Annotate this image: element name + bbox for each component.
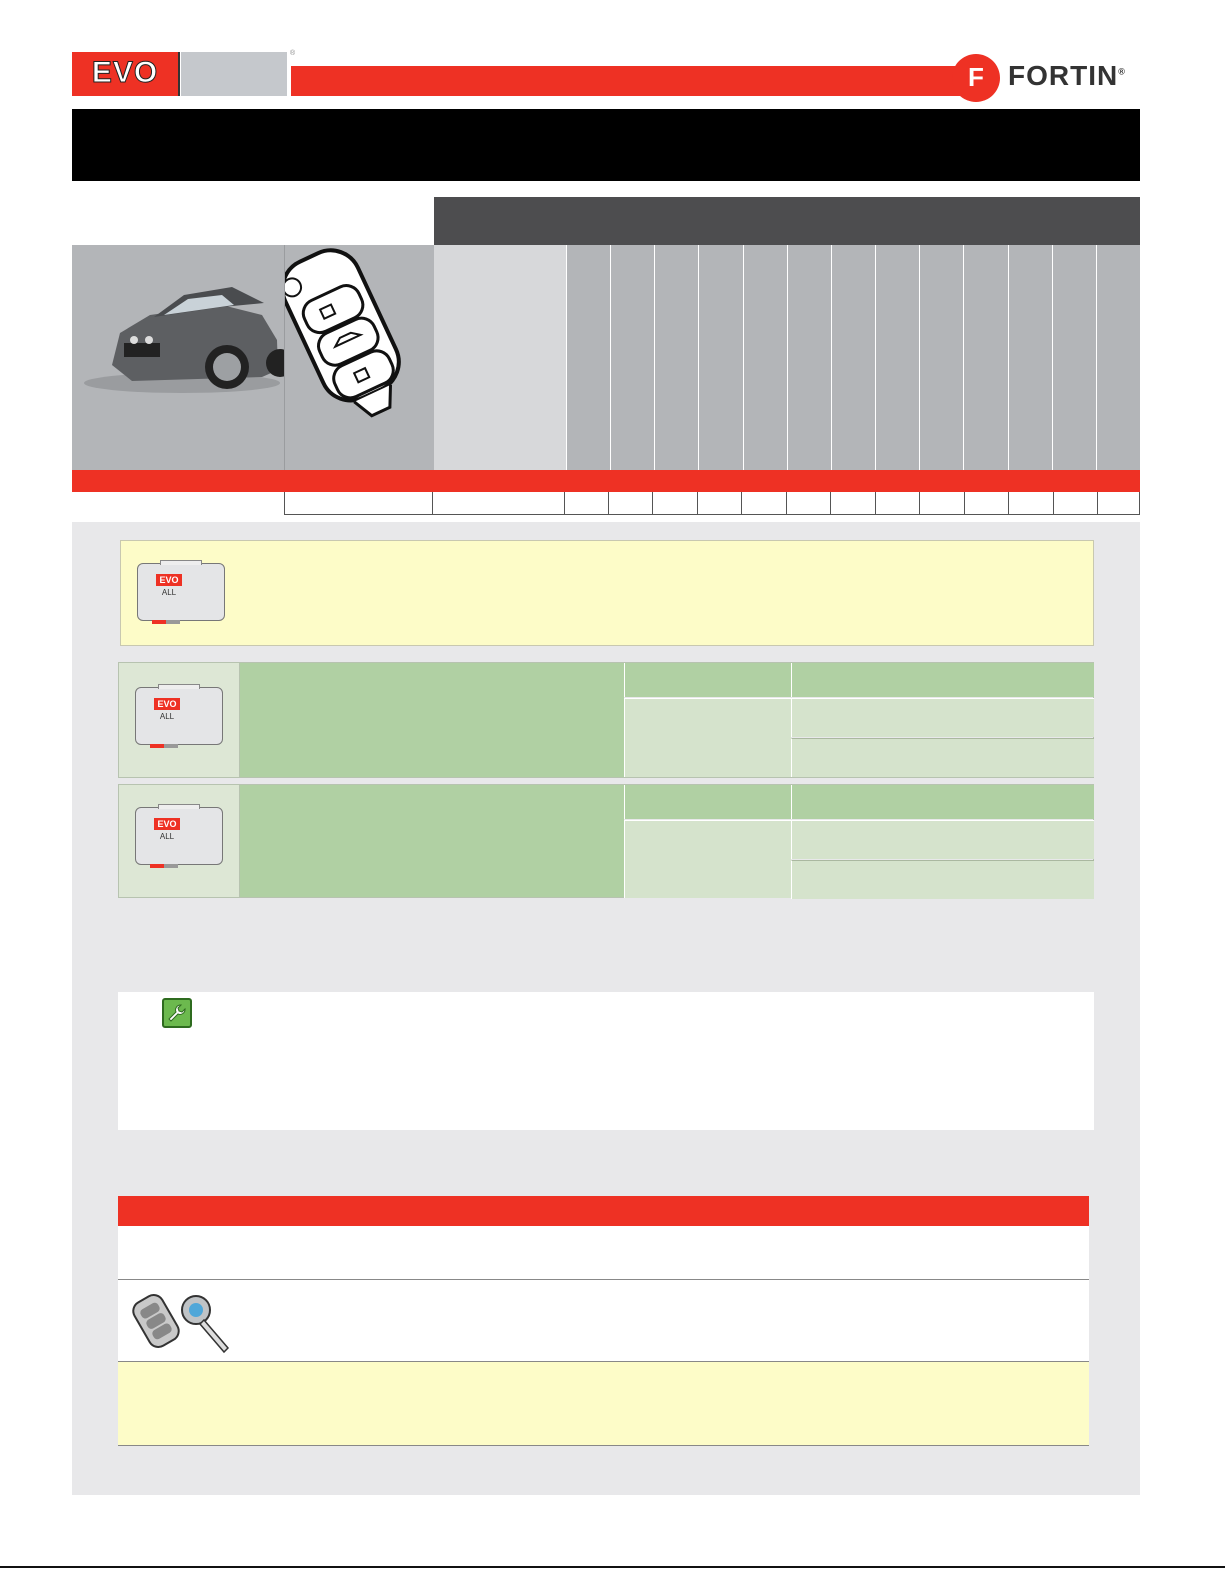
- model-years-header: [434, 197, 1140, 245]
- option-1-image-cell: [119, 663, 240, 777]
- option-2-cell-b1: [791, 820, 1094, 859]
- compat-cell: [1009, 492, 1054, 514]
- fortin-logo-icon: [952, 54, 1000, 102]
- compat-cell: [920, 492, 965, 514]
- option-2-cell-a: [624, 820, 791, 898]
- fortin-brand-text: FORTIN: [1008, 60, 1119, 91]
- compat-cell: [876, 492, 921, 514]
- compat-cell: [284, 492, 433, 514]
- option-2-header-a: [624, 785, 791, 819]
- flip-key-and-transponder-key-icon: [126, 1286, 236, 1356]
- keys-table-row: [118, 1280, 1089, 1362]
- compat-cell: [433, 492, 565, 514]
- title-band: [72, 109, 1140, 181]
- compatibility-cells-row: [284, 492, 1140, 515]
- option-1-cell-a: [624, 698, 791, 777]
- evo-all-module-icon: EVO ALL: [137, 563, 225, 621]
- vehicle-photo-panel: [72, 245, 284, 470]
- page-bottom-rule: [0, 1566, 1225, 1568]
- evo-registered-mark: ®: [290, 50, 296, 57]
- keys-table-row: [118, 1226, 1089, 1280]
- model-year-column: [875, 245, 919, 470]
- model-year-column: [610, 245, 654, 470]
- evo-all-module-icon: EVO ALL: [135, 807, 223, 865]
- compat-cell: [653, 492, 698, 514]
- option-1-header-b: [791, 663, 1094, 697]
- option-1-cell-b1: [791, 698, 1094, 737]
- model-year-column: [831, 245, 875, 470]
- model-year-columns: [566, 245, 1140, 470]
- fortin-logo-letter: F: [968, 62, 984, 92]
- model-year-column: [919, 245, 963, 470]
- car-image: [72, 245, 284, 470]
- model-year-column: [743, 245, 787, 470]
- compat-cell: [565, 492, 609, 514]
- option-2-description: [240, 785, 624, 897]
- model-year-column: [566, 245, 610, 470]
- evo-logo-text: EVO: [91, 56, 159, 89]
- option-2-cell-b2: [791, 860, 1094, 899]
- fortin-registered-mark: ®: [1118, 66, 1126, 77]
- model-year-column: [963, 245, 1007, 470]
- compat-cell: [609, 492, 654, 514]
- model-year-column: [787, 245, 831, 470]
- option-1-description: [240, 663, 624, 777]
- flip-key-fob-icon: [285, 245, 435, 470]
- install-option-1: [118, 662, 1094, 778]
- compat-cell: [1098, 492, 1140, 514]
- keys-table-header: [118, 1196, 1089, 1226]
- fortin-brand: [1008, 60, 1126, 92]
- notes-box: [118, 992, 1094, 1130]
- evo-all-module-icon: EVO ALL: [135, 687, 223, 745]
- module-notice-box: [120, 540, 1094, 646]
- keys-table-note-row: [118, 1362, 1089, 1446]
- compat-cell: [698, 492, 743, 514]
- model-year-column: [1052, 245, 1096, 470]
- compat-cell: [1054, 492, 1099, 514]
- compat-cell: [787, 492, 832, 514]
- evo-logo-grey-block: [181, 52, 287, 96]
- key-fob-panel: [284, 245, 435, 470]
- option-1-header-a: [624, 663, 791, 697]
- compat-cell: [965, 492, 1010, 514]
- model-year-column: [698, 245, 742, 470]
- compat-cell: [742, 492, 787, 514]
- compat-cell: [831, 492, 876, 514]
- option-2-header-b: [791, 785, 1094, 819]
- option-1-cell-b2: [791, 738, 1094, 777]
- wrench-icon: [162, 998, 192, 1028]
- model-year-column: [1096, 245, 1140, 470]
- evo-logo: [72, 52, 180, 96]
- header-red-bar: [291, 66, 961, 96]
- option-2-image-cell: [119, 785, 240, 897]
- model-year-column: [654, 245, 698, 470]
- vehicle-red-strip: [72, 470, 1140, 492]
- model-year-column: [1008, 245, 1052, 470]
- install-option-2: [118, 784, 1094, 898]
- vehicle-label-column: [434, 245, 566, 470]
